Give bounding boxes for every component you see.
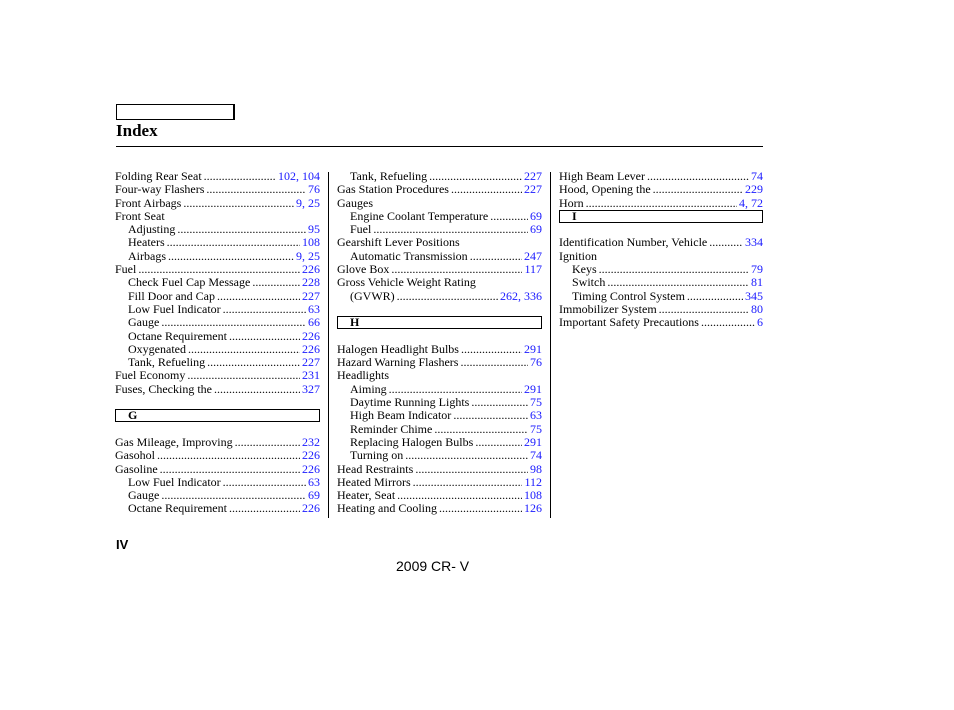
section-letter: H	[337, 316, 542, 329]
section-letter: G	[115, 409, 320, 422]
section-letter-header	[559, 210, 763, 223]
entry-label: Oxygenated	[128, 341, 186, 356]
index-entry	[337, 183, 542, 196]
dot-leader	[461, 343, 522, 356]
index-entry	[115, 183, 320, 196]
page-reference-link[interactable]: 291	[524, 434, 542, 449]
index-subentry	[337, 396, 542, 409]
index-entry	[115, 197, 320, 210]
dot-leader	[453, 409, 528, 422]
page-reference-link[interactable]: 112	[524, 474, 542, 489]
index-entry	[337, 236, 542, 249]
entry-label: Gauges	[337, 195, 373, 210]
index-subentry	[115, 250, 320, 263]
dot-leader	[235, 436, 300, 449]
page-reference-link[interactable]: 4, 72	[739, 195, 763, 210]
index-entry	[115, 369, 320, 382]
index-subentry	[337, 449, 542, 462]
page-reference-link[interactable]: 227	[302, 288, 320, 303]
dot-leader	[397, 489, 522, 502]
dot-leader	[229, 502, 300, 515]
dot-leader	[586, 197, 737, 210]
page-reference-link[interactable]: 63	[308, 301, 320, 316]
dot-leader	[373, 223, 528, 236]
index-subentry	[115, 236, 320, 249]
entry-label: Fuel Economy	[115, 368, 186, 383]
entry-label: Octane Requirement	[128, 501, 227, 516]
page-reference-link[interactable]: 227	[524, 169, 542, 183]
page-reference-link[interactable]: 228	[302, 275, 320, 290]
entry-label: Fuses, Checking the	[115, 381, 212, 396]
entry-label: Adjusting	[128, 222, 176, 237]
index-entry	[115, 436, 320, 449]
entry-label: Turning on	[350, 448, 404, 463]
page-reference-link[interactable]: 66	[308, 315, 320, 330]
dot-leader	[405, 449, 528, 462]
entry-label: Gas Mileage, Improving	[115, 434, 233, 449]
index-entry	[559, 303, 763, 316]
dot-leader	[161, 316, 306, 329]
spacer	[559, 223, 763, 236]
entry-label: Keys	[572, 262, 597, 277]
index-entry	[559, 170, 763, 183]
dot-leader	[188, 343, 300, 356]
index-subentry	[115, 356, 320, 369]
dot-leader	[470, 250, 522, 263]
page-reference-link[interactable]: 63	[308, 474, 320, 489]
page-reference-link[interactable]: 75	[530, 395, 542, 410]
index-subentry	[115, 343, 320, 356]
entry-label: Low Fuel Indicator	[128, 474, 221, 489]
index-entry	[337, 343, 542, 356]
index-entry	[337, 502, 542, 515]
entry-label: Four-way Flashers	[115, 182, 205, 197]
index-entry	[337, 489, 542, 502]
dot-leader	[397, 290, 498, 303]
dot-leader	[168, 250, 294, 263]
index-column-2	[337, 170, 542, 516]
entry-label: Gasohol	[115, 448, 155, 463]
page-reference-link[interactable]: 108	[302, 235, 320, 250]
entry-label: Gauge	[128, 315, 160, 330]
page-reference-link[interactable]: 98	[530, 461, 542, 476]
entry-label: Engine Coolant Temperature	[350, 208, 489, 223]
index-entry	[559, 316, 763, 329]
column-divider	[328, 172, 329, 518]
entry-label: Folding Rear Seat	[115, 169, 202, 183]
index-subentry	[115, 316, 320, 329]
spacer	[337, 303, 542, 316]
entry-label: Hazard Warning Flashers	[337, 355, 459, 370]
entry-label: Check Fuel Cap Message	[128, 275, 251, 290]
spacer	[115, 396, 320, 409]
entry-label: Low Fuel Indicator	[128, 301, 221, 316]
page-reference-link[interactable]: 76	[530, 355, 542, 370]
dot-leader	[599, 263, 749, 276]
page-reference-link[interactable]: 74	[751, 169, 763, 183]
spacer	[337, 330, 542, 343]
index-entry	[337, 276, 542, 289]
entry-label: Gauge	[128, 488, 160, 503]
dot-leader	[607, 276, 749, 289]
dot-leader	[709, 236, 743, 249]
section-letter-header	[115, 409, 320, 422]
entry-label: Reminder Chime	[350, 421, 433, 436]
index-entry	[115, 170, 320, 183]
entry-label: Heaters	[128, 235, 165, 250]
index-entry	[115, 263, 320, 276]
dot-leader	[434, 423, 528, 436]
index-entry	[337, 476, 542, 489]
index-subentry	[115, 303, 320, 316]
index-entry	[337, 356, 542, 369]
entry-label: Glove Box	[337, 262, 390, 277]
index-column-3	[559, 170, 763, 330]
spacer	[115, 423, 320, 436]
entry-label: Immobilizer System	[559, 301, 657, 316]
page-reference-link[interactable]: 95	[308, 222, 320, 237]
entry-label: Heating and Cooling	[337, 501, 437, 516]
page-reference-link[interactable]: 334	[745, 235, 763, 250]
entry-label: Daytime Running Lights	[350, 395, 470, 410]
dot-leader	[429, 170, 522, 183]
page-reference-link[interactable]: 227	[524, 182, 542, 197]
page-reference-link[interactable]: 9, 25	[296, 195, 320, 210]
dot-leader	[160, 463, 300, 476]
page-reference-link[interactable]: 327	[302, 381, 320, 396]
page-reference-link[interactable]: 74	[530, 448, 542, 463]
page-reference-link[interactable]: 226	[302, 341, 320, 356]
page-reference-link[interactable]: 226	[302, 461, 320, 476]
dot-leader	[391, 263, 522, 276]
dot-leader	[177, 223, 306, 236]
entry-label: Replacing Halogen Bulbs	[350, 434, 474, 449]
entry-label: Heated Mirrors	[337, 474, 411, 489]
entry-label: Tank, Refueling	[128, 355, 206, 370]
entry-label: Automatic Transmission	[350, 248, 468, 263]
index-subentry	[115, 290, 320, 303]
dot-leader	[701, 316, 755, 329]
index-entry	[115, 383, 320, 396]
dot-leader	[223, 303, 306, 316]
entry-label: Airbags	[128, 248, 166, 263]
page-reference-link[interactable]: 6	[757, 315, 763, 330]
index-subentry	[337, 170, 542, 183]
page-reference-link[interactable]: 79	[751, 262, 763, 277]
page-reference-link[interactable]: 226	[302, 501, 320, 516]
page-reference-link[interactable]: 9, 25	[296, 248, 320, 263]
entry-label: Aiming	[350, 381, 387, 396]
dot-leader	[223, 476, 306, 489]
index-entry	[559, 197, 763, 210]
index-column-1	[115, 170, 320, 516]
entry-label: Important Safety Precautions	[559, 315, 699, 330]
entry-label: Gearshift Lever Positions	[337, 235, 460, 250]
dot-leader	[389, 383, 522, 396]
page-reference-link[interactable]: 126	[524, 501, 542, 516]
dot-leader	[167, 236, 300, 249]
footer-page-number: IV	[116, 537, 129, 552]
index-entry	[337, 263, 542, 276]
entry-label: Head Restraints	[337, 461, 414, 476]
index-subentry	[337, 383, 542, 396]
page-reference-link[interactable]: 247	[524, 248, 542, 263]
index-entry	[559, 183, 763, 196]
index-subentry	[337, 409, 542, 422]
index-entry	[337, 369, 542, 382]
index-subentry	[337, 210, 542, 223]
page-reference-link[interactable]: 291	[524, 341, 542, 356]
page-reference-link[interactable]: 117	[524, 262, 542, 277]
dot-leader	[214, 383, 300, 396]
index-entry	[337, 197, 542, 210]
section-letter: I	[559, 210, 763, 223]
page-reference-link[interactable]: 231	[302, 368, 320, 383]
page-reference-link[interactable]: 226	[302, 328, 320, 343]
title-divider	[116, 146, 763, 147]
column-divider	[550, 172, 551, 518]
dot-leader	[413, 476, 523, 489]
page-reference-link[interactable]: 229	[745, 182, 763, 197]
index-subentry	[337, 436, 542, 449]
index-subentry	[115, 330, 320, 343]
page-reference-link[interactable]: 108	[524, 488, 542, 503]
entry-label: Identification Number, Vehicle	[559, 235, 708, 250]
index-subentry	[115, 476, 320, 489]
dot-leader	[183, 197, 294, 210]
index-entry	[559, 236, 763, 249]
dot-leader	[252, 276, 300, 289]
page-reference-link[interactable]: 80	[751, 301, 763, 316]
dot-leader	[451, 183, 522, 196]
dot-leader	[207, 356, 300, 369]
dot-leader	[460, 356, 528, 369]
entry-label: Gross Vehicle Weight Rating	[337, 275, 476, 290]
index-subentry	[559, 263, 763, 276]
page-reference-link[interactable]: 291	[524, 381, 542, 396]
dot-leader	[217, 290, 300, 303]
dot-leader	[415, 463, 528, 476]
index-entry	[115, 210, 320, 223]
index-subentry	[115, 489, 320, 502]
entry-label: Octane Requirement	[128, 328, 227, 343]
entry-label: (GVWR)	[350, 288, 395, 303]
dot-leader	[439, 502, 522, 515]
footer-model: 2009 CR- V	[396, 558, 470, 574]
dot-leader	[475, 436, 522, 449]
entry-label: Tank, Refueling	[350, 169, 428, 183]
page-reference-link[interactable]: 232	[302, 434, 320, 449]
entry-label: High Beam Indicator	[350, 408, 452, 423]
page-reference-link[interactable]: 63	[530, 408, 542, 423]
dot-leader	[187, 369, 300, 382]
index-subentry	[337, 250, 542, 263]
page-reference-link[interactable]: 226	[302, 448, 320, 463]
index-subentry	[115, 502, 320, 515]
header-tab-box	[116, 104, 235, 120]
index-subentry	[337, 223, 542, 236]
page-reference-link[interactable]: 76	[308, 182, 320, 197]
entry-label: Fuel	[350, 222, 372, 237]
index-subentry	[337, 290, 542, 303]
section-letter-header	[337, 316, 542, 329]
index-subentry	[559, 290, 763, 303]
page-reference-link[interactable]: 102, 104	[278, 169, 320, 183]
dot-leader	[161, 489, 306, 502]
page-reference-link[interactable]: 69	[308, 488, 320, 503]
index-entry	[115, 463, 320, 476]
dot-leader	[204, 170, 276, 183]
entry-label: Timing Control System	[572, 288, 685, 303]
page-reference-link[interactable]: 227	[302, 355, 320, 370]
entry-label: Hood, Opening the	[559, 182, 651, 197]
page-title: Index	[116, 121, 158, 140]
entry-label: Ignition	[559, 248, 597, 263]
dot-leader	[471, 396, 528, 409]
dot-leader	[687, 290, 743, 303]
entry-label: Gas Station Procedures	[337, 182, 449, 197]
page-reference-link[interactable]: 75	[530, 421, 542, 436]
entry-label: High Beam Lever	[559, 169, 645, 183]
page-reference-link[interactable]: 345	[745, 288, 763, 303]
page-reference-link[interactable]: 69	[530, 208, 542, 223]
dot-leader	[653, 183, 743, 196]
entry-label: Halogen Headlight Bulbs	[337, 341, 459, 356]
page-reference-link[interactable]: 262, 336	[500, 288, 542, 303]
entry-label: Fill Door and Cap	[128, 288, 215, 303]
index-entry	[559, 250, 763, 263]
dot-leader	[490, 210, 528, 223]
entry-label: Headlights	[337, 368, 389, 383]
index-subentry	[337, 423, 542, 436]
entry-label: Switch	[572, 275, 606, 290]
entry-label: Front Seat	[115, 208, 165, 223]
page-reference-link[interactable]: 226	[302, 262, 320, 277]
index-entry	[337, 463, 542, 476]
dot-leader	[659, 303, 749, 316]
index-entry	[115, 449, 320, 462]
index-subentry	[115, 223, 320, 236]
entry-label: Gasoline	[115, 461, 158, 476]
page-reference-link[interactable]: 69	[530, 222, 542, 237]
dot-leader	[157, 449, 300, 462]
entry-label: Horn	[559, 195, 584, 210]
entry-label: Fuel	[115, 262, 137, 277]
dot-leader	[647, 170, 749, 183]
index-subentry	[115, 276, 320, 289]
index-subentry	[559, 276, 763, 289]
dot-leader	[206, 183, 306, 196]
entry-label: Front Airbags	[115, 195, 182, 210]
dot-leader	[138, 263, 300, 276]
page-reference-link[interactable]: 81	[751, 275, 763, 290]
dot-leader	[229, 330, 300, 343]
entry-label: Heater, Seat	[337, 488, 396, 503]
